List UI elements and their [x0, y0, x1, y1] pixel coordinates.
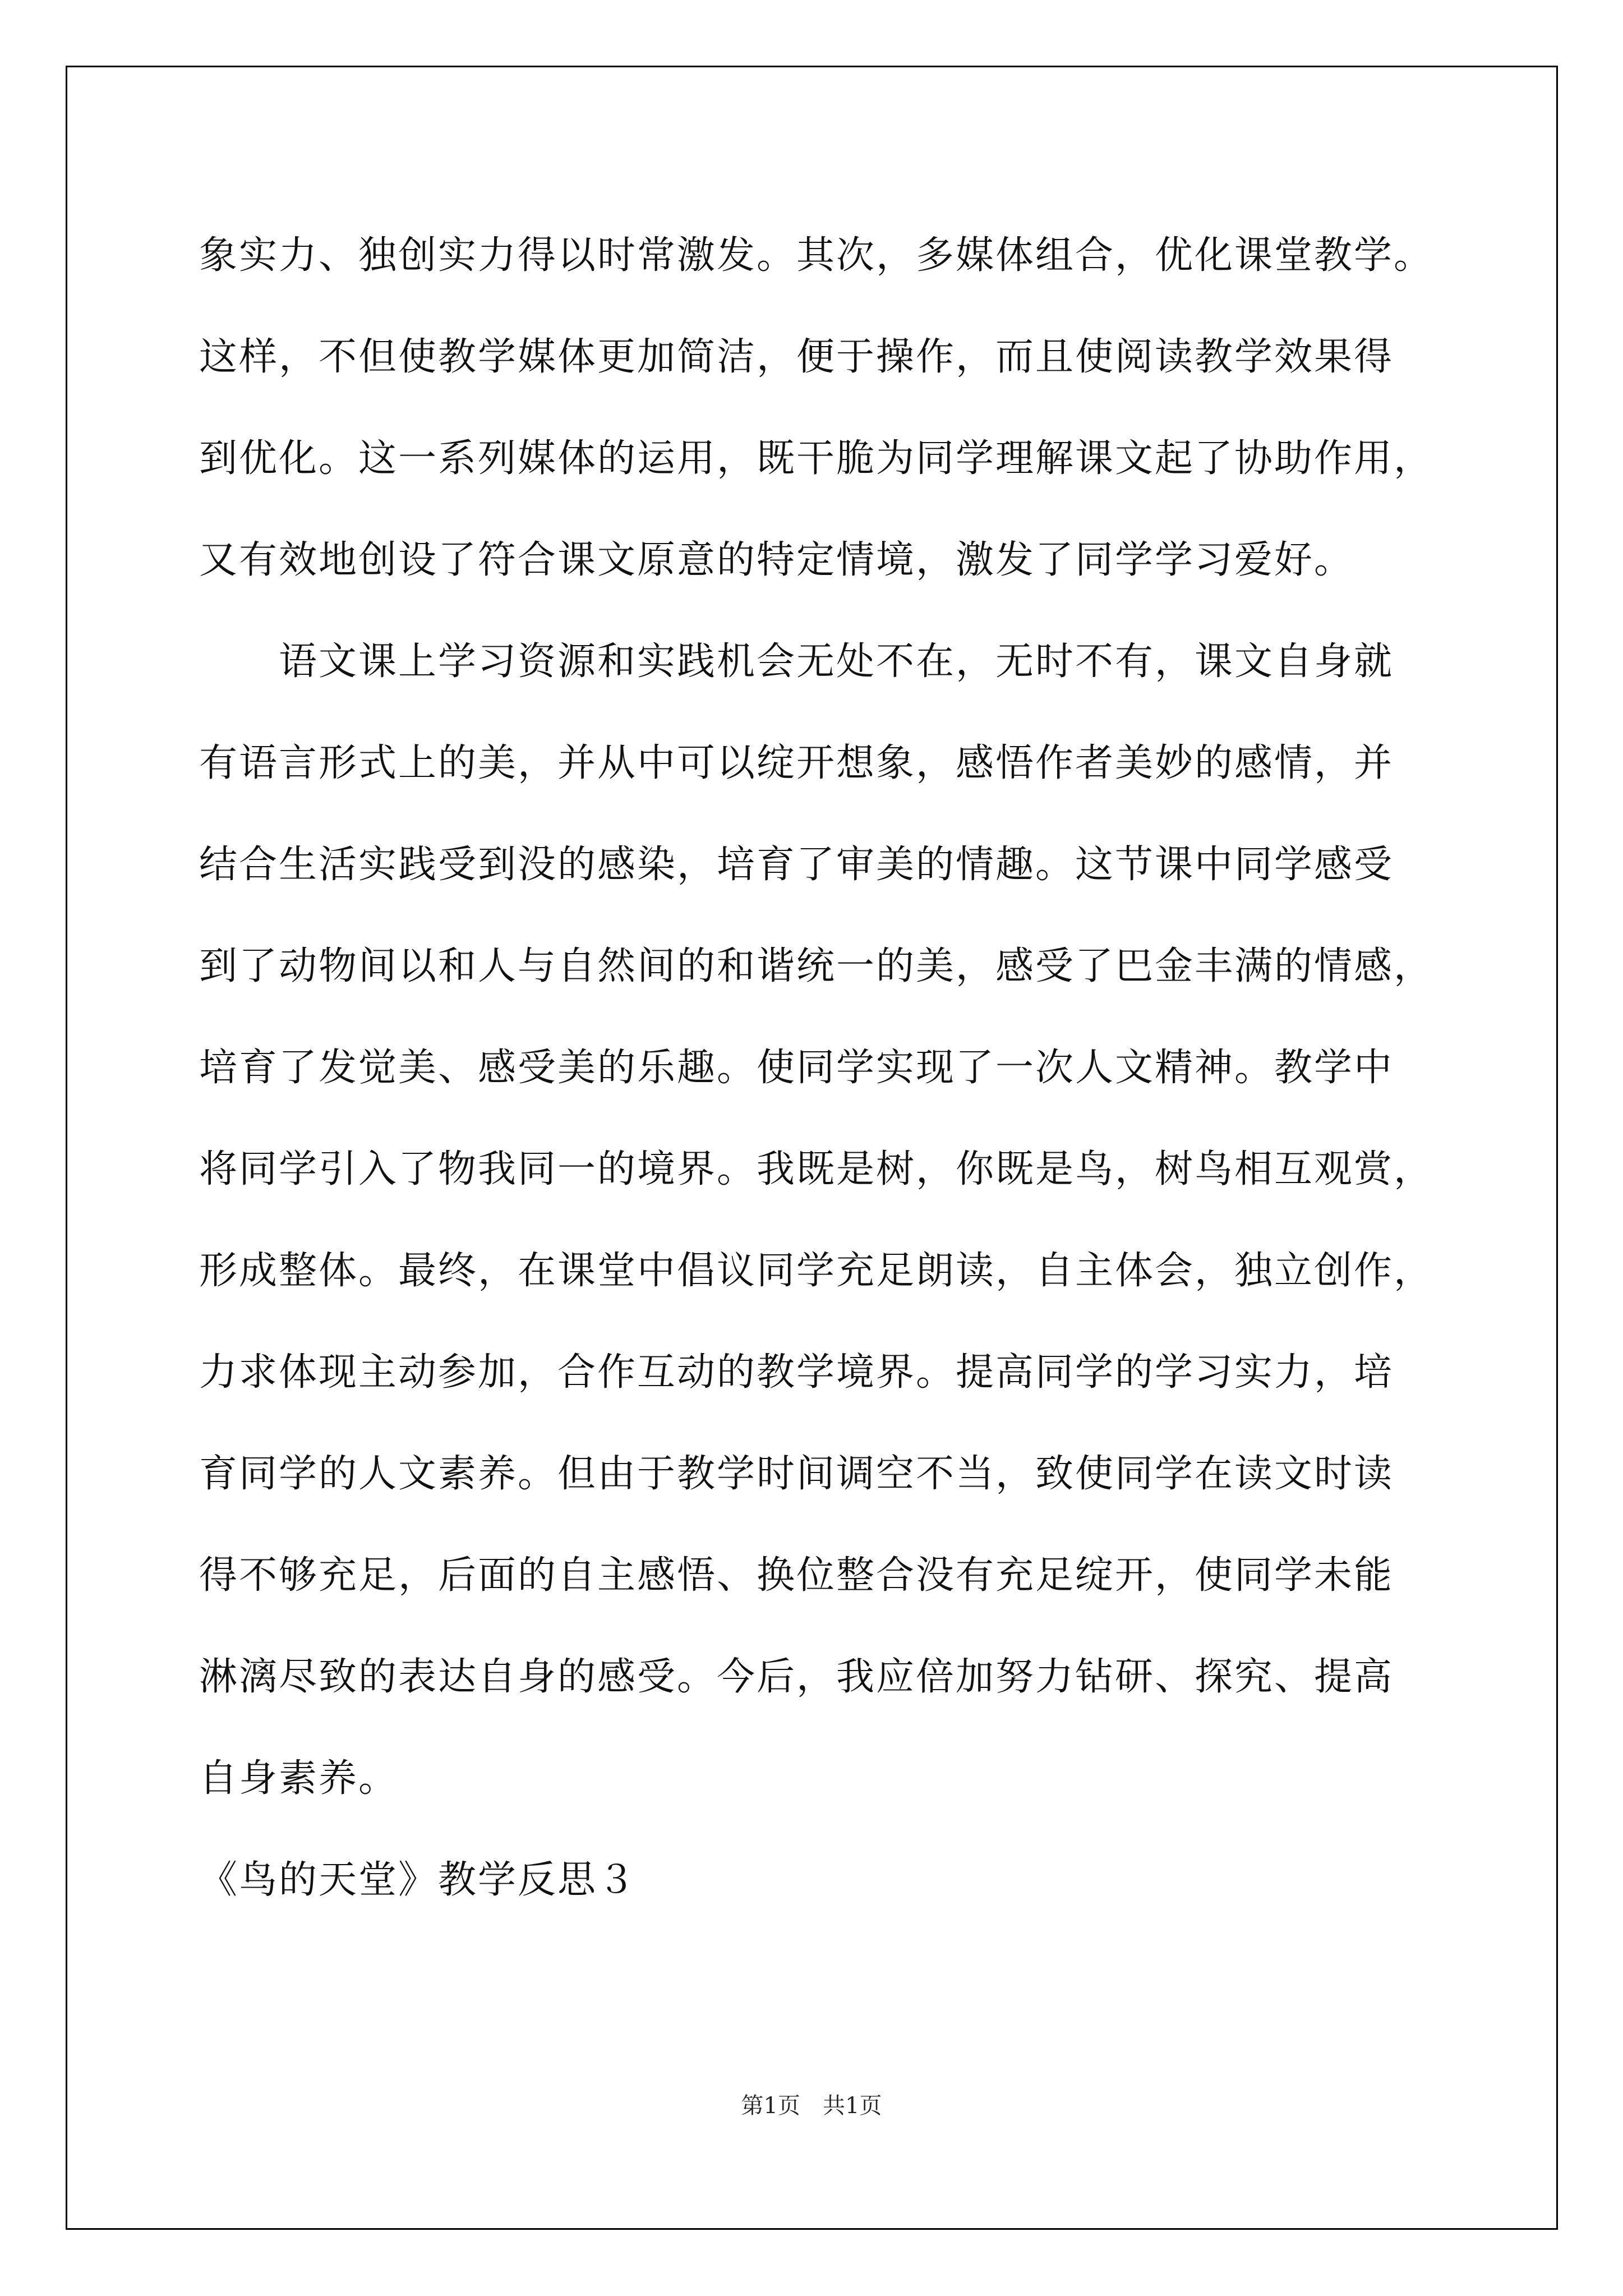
text-line: 淋漓尽致的表达自身的感受。今后，我应倍加努力钻研、探究、提高: [199, 1655, 1394, 1699]
text-line: 得不够充足，后面的自主感悟、换位整合没有充足绽开，使同学未能: [199, 1553, 1394, 1598]
text-line: 结合生活实践受到没的感染，培育了审美的情趣。这节课中同学感受: [199, 843, 1394, 887]
text-line: 育同学的人文素养。但由于教学时间调空不当，致使同学在读文时读: [199, 1452, 1394, 1496]
text-line: 有语言形式上的美，并从中可以绽开想象，感悟作者美妙的感情，并: [199, 741, 1394, 785]
text-line: 这样，不但使教学媒体更加简洁，便于操作，而且使阅读教学效果得: [199, 335, 1394, 379]
text-line: 培育了发觉美、感受美的乐趣。使同学实现了一次人文精神。教学中: [199, 1046, 1394, 1090]
text-line: 又有效地创设了符合课文原意的特定情境，激发了同学学习爱好。: [199, 538, 1354, 582]
page-footer: 第1页 共1页: [741, 2093, 882, 2119]
text-line: 自身素养。: [199, 1756, 399, 1801]
section-heading: 《鸟的天堂》教学反思３: [199, 1858, 638, 1902]
text-line: 力求体现主动参加，合作互动的教学境界。提高同学的学习实力，培: [199, 1350, 1394, 1395]
text-line: 形成整体。最终，在课堂中倡议同学充足朗读，自主体会，独立创作，: [199, 1249, 1434, 1293]
text-line: 象实力、独创实力得以时常激发。其次，多媒体组合，优化课堂教学。: [199, 233, 1434, 278]
text-line: 到优化。这一系列媒体的运用，既干脆为同学理解课文起了协助作用，: [199, 436, 1434, 481]
text-line: 到了动物间以和人与自然间的和谐统一的美，感受了巴金丰满的情感，: [199, 944, 1434, 988]
text-line: 语文课上学习资源和实践机会无处不在，无时不有，课文自身就: [199, 639, 1394, 684]
text-line: 将同学引入了物我同一的境界。我既是树，你既是鸟，树鸟相互观赏，: [199, 1147, 1434, 1191]
document-body: [199, 205, 1433, 1931]
